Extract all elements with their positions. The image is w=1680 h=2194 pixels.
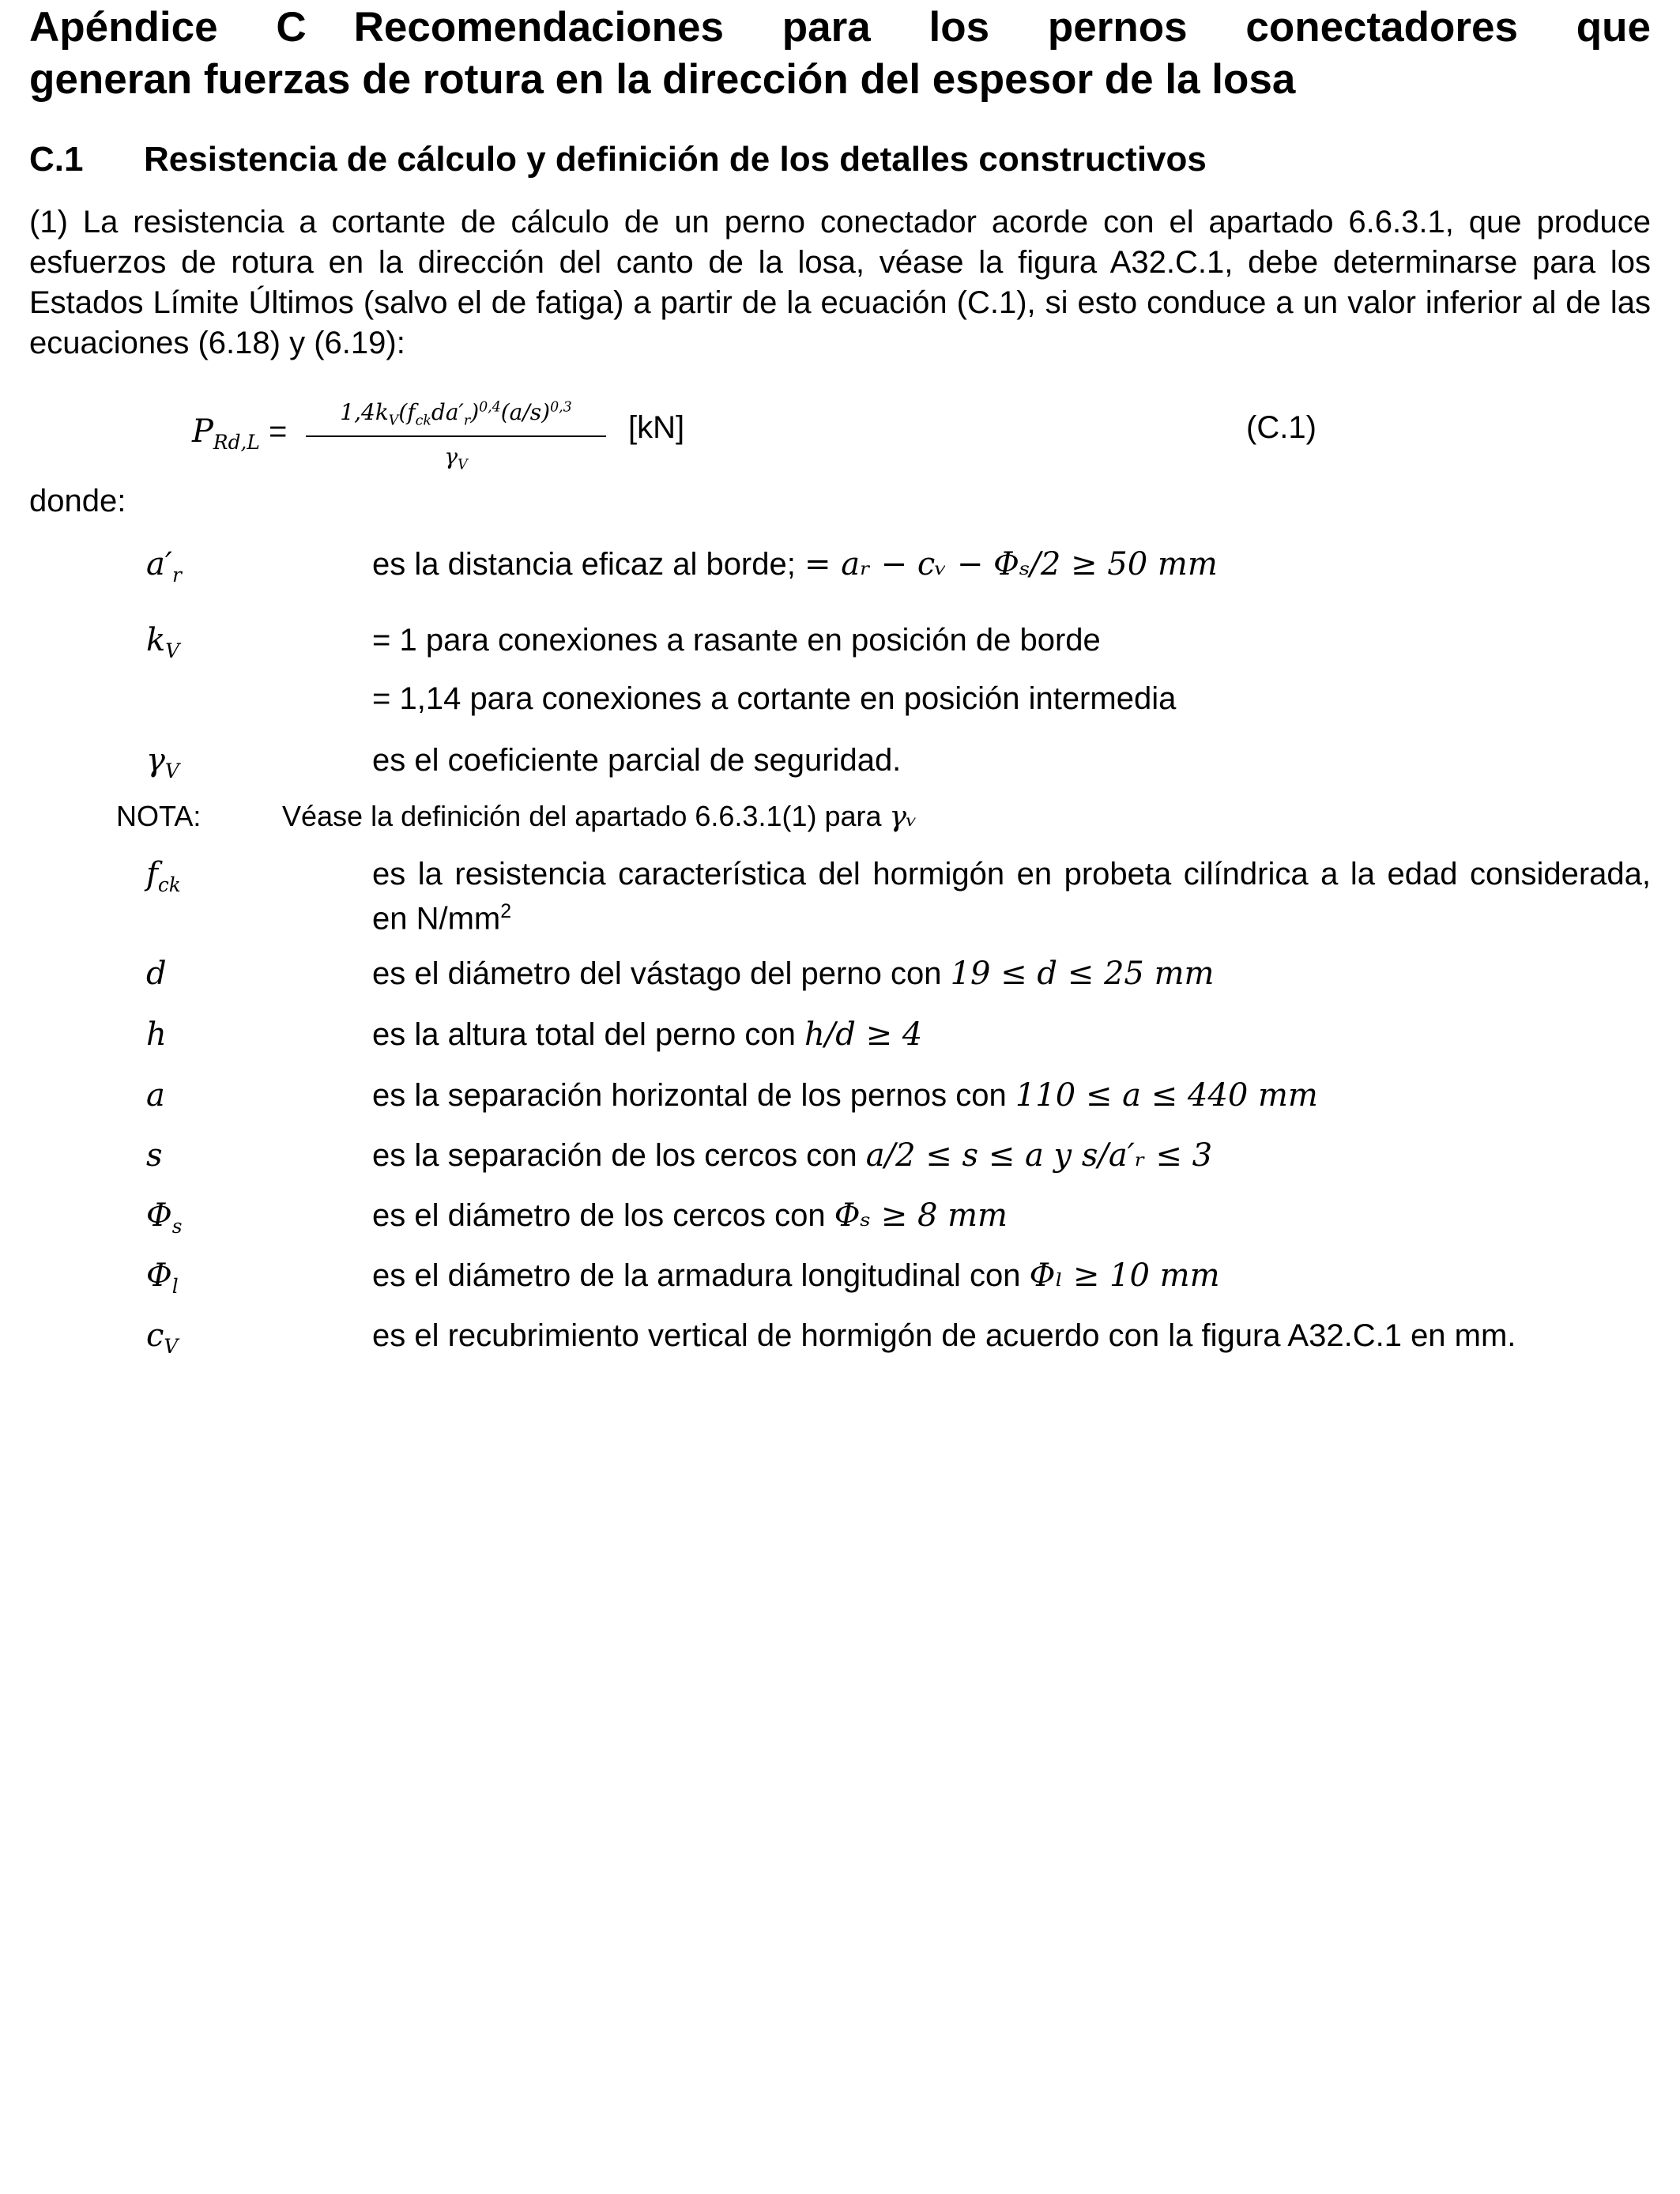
appendix-title-line2: generan fuerzas de rotura en la dirección del espesor de la losa: [29, 56, 1296, 103]
equation-number: (C.1): [1246, 410, 1317, 445]
note: [116, 798, 917, 835]
appendix-title-line1: Recomendaciones para los pernos conectadores que: [353, 4, 1651, 51]
equation-fraction: [306, 399, 606, 473]
section-heading: [29, 138, 1207, 182]
body-paragraph: (1) La resistencia a cortante de cálculo de un perno conectador acorde con el apartado 6.6.3.1, que produce esfuerzos de rotura en la dirección del canto de la losa, véase la figura A32.C.1, debe determinarse para los Estados Límite Últimos (salvo el de fatiga) a partir de la ecuación (C.1), si esto conduce a un valor inferior al de las ecuaciones (6.18) y (6.19):: [29, 205, 1651, 360]
equation-unit: [kN]: [628, 410, 685, 445]
equation-lhs: $P_{Rd,L}$ =: [192, 413, 288, 454]
note-label: NOTA:: [116, 800, 202, 832]
section-number: C.1: [29, 140, 84, 179]
appendix-heading: [29, 2, 1651, 106]
appendix-label: Apéndice C: [29, 4, 307, 51]
equation-numerator: $1,4k_V(f_{ck}da'_r)^{0,4}(a/s)^{0,3}$: [306, 399, 606, 437]
section-title: Resistencia de cálculo y definición de los detalles constructivos: [144, 140, 1207, 179]
equation-c1: [164, 399, 1586, 486]
where-label: donde:: [29, 484, 126, 518]
note-symbol: γᵥ: [889, 801, 917, 833]
equation-denominator: $\gamma_V$: [444, 443, 468, 473]
note-text: Véase la definición del apartado 6.6.3.1(1) para: [282, 800, 890, 832]
